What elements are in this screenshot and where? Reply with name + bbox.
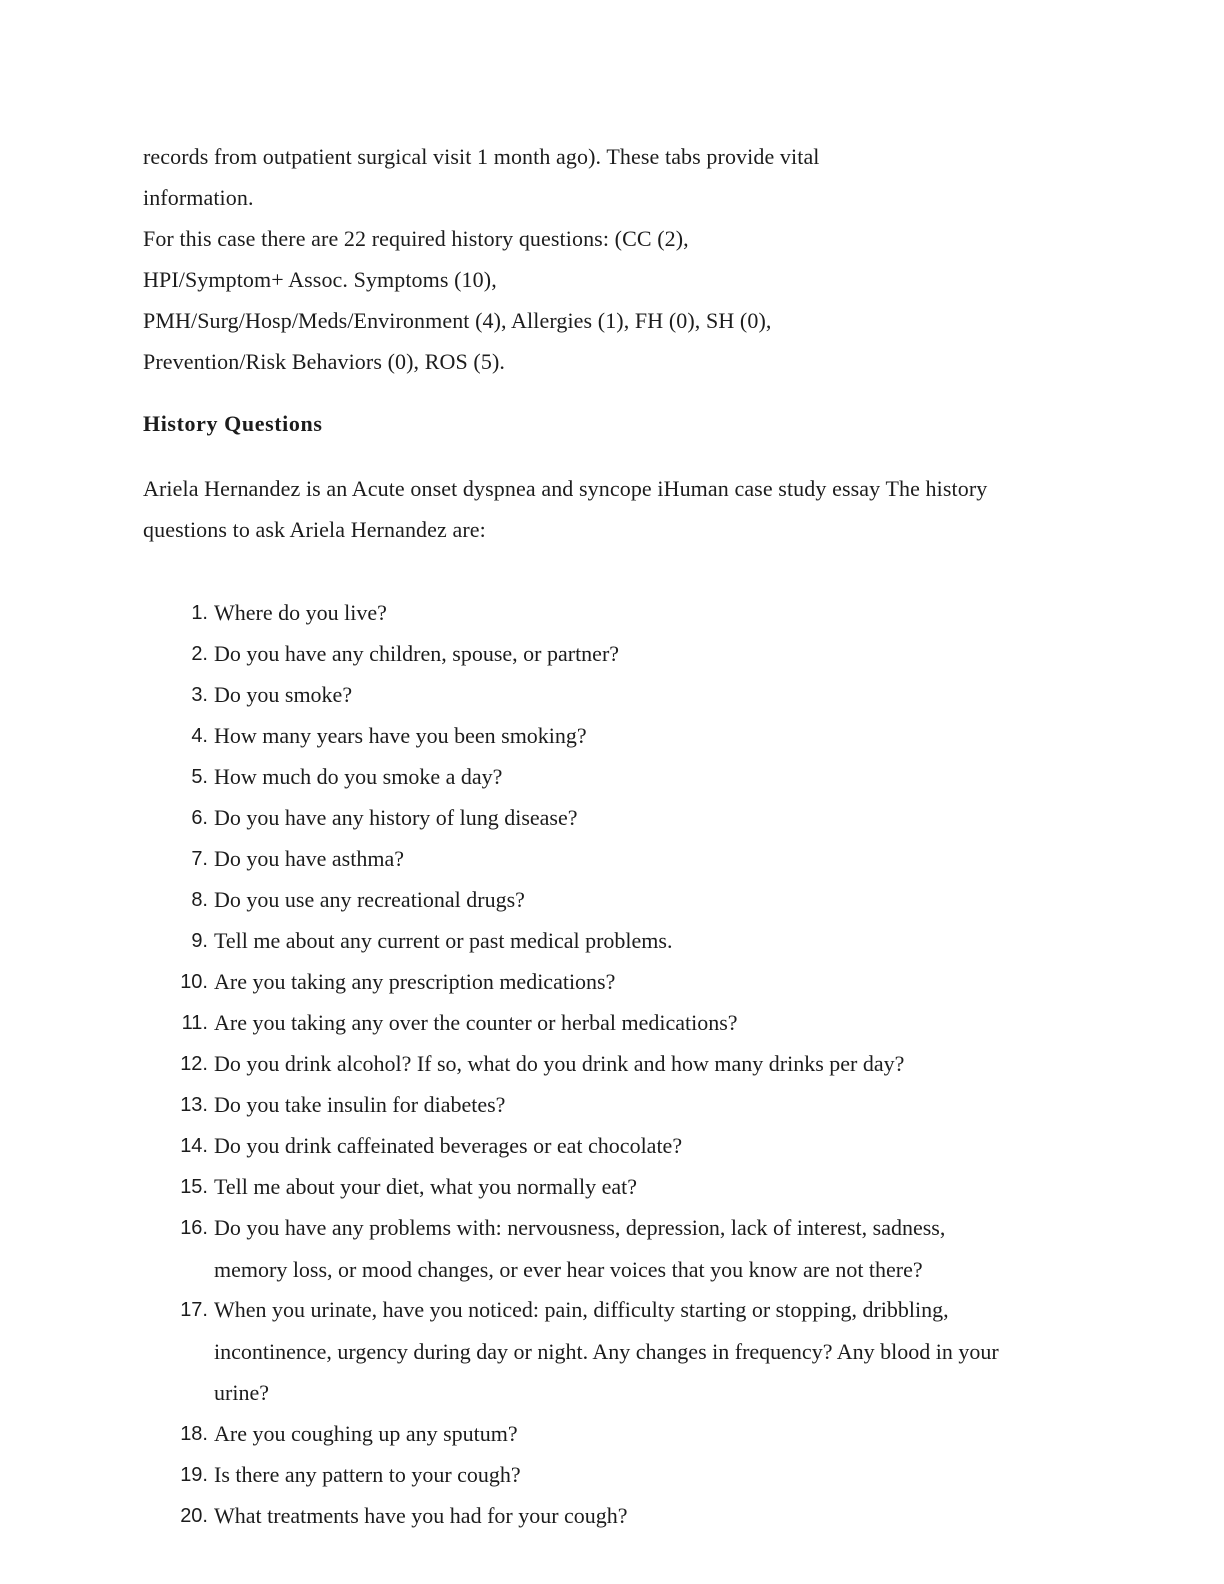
intro-line-1: records from outpatient surgical visit 1 month ago). These tabs provide vital [143,144,820,169]
intro-line-5: PMH/Surg/Hosp/Meds/Environment (4), Allergies (1), FH (0), SH (0), [143,308,772,333]
list-item-text: Are you coughing up any sputum? [214,1421,518,1446]
list-item-number: 7. [191,848,208,870]
list-item-text-line-3: urine? [214,1380,269,1405]
intro-line-2: information. [143,185,254,210]
list-item-number: 1. [191,602,208,624]
list-item-text: Do you have any children, spouse, or partner? [214,641,620,666]
list-item-number: 6. [191,807,208,829]
list-item-number: 20. [180,1505,208,1527]
list-item-text: What treatments have you had for your cough? [214,1503,628,1528]
list-item-number: 2. [191,643,208,665]
intro-line-6: Prevention/Risk Behaviors (0), ROS (5). [143,349,505,374]
list-item-text: Do you have any history of lung disease? [214,805,578,830]
list-item-number: 8. [191,889,208,911]
intro-line-3: For this case there are 22 required history questions: (CC (2), [143,226,689,251]
list-item-text: Do you take insulin for diabetes? [214,1092,506,1117]
intro-line-4: HPI/Symptom+ Assoc. Symptoms (10), [143,267,497,292]
list-item-text-line-1: When you urinate, have you noticed: pain, difficulty starting or stopping, dribbling, [214,1297,949,1322]
list-item-number: 3. [191,684,208,706]
list-item-number: 13. [180,1094,208,1116]
description-line-2: questions to ask Ariela Hernandez are: [143,517,486,542]
list-item-number: 15. [180,1176,208,1198]
list-item-text-line-2: memory loss, or mood changes, or ever hear voices that you know are not there? [214,1257,923,1282]
list-item-text: Tell me about your diet, what you normally eat? [214,1174,638,1199]
list-item-number: 16. [180,1217,208,1239]
list-item-number: 14. [180,1135,208,1157]
list-item-number: 4. [191,725,208,747]
list-item-number: 18. [180,1423,208,1445]
list-item-number: 17. [180,1299,208,1321]
list-item-number: 9. [191,930,208,952]
list-item-text: Where do you live? [214,600,387,625]
list-item-text: Tell me about any current or past medical problems. [214,928,673,953]
list-item-text-line-1: Do you have any problems with: nervousness, depression, lack of interest, sadness, [214,1215,946,1240]
list-item-text: Are you taking any over the counter or herbal medications? [214,1010,738,1035]
list-item-number: 10. [180,971,208,993]
list-item-text: Do you use any recreational drugs? [214,887,525,912]
list-item-number: 5. [191,766,208,788]
list-item-text: Do you have asthma? [214,846,404,871]
list-item-text: Do you smoke? [214,682,353,707]
list-item-number: 19. [180,1464,208,1486]
list-item-number: 12. [180,1053,208,1075]
list-item-text: How much do you smoke a day? [214,764,503,789]
list-item-text: Are you taking any prescription medications? [214,969,616,994]
list-item-text: How many years have you been smoking? [214,723,587,748]
section-heading: History Questions [143,411,323,436]
list-item-text: Is there any pattern to your cough? [214,1462,521,1487]
description-line-1: Ariela Hernandez is an Acute onset dyspnea and syncope iHuman case study essay The history [143,476,988,501]
list-item-text-line-2: incontinence, urgency during day or night. Any changes in frequency? Any blood in your [214,1339,999,1364]
list-item-text: Do you drink caffeinated beverages or eat chocolate? [214,1133,683,1158]
list-item-number: 11. [181,1012,208,1034]
list-item-text: Do you drink alcohol? If so, what do you drink and how many drinks per day? [214,1051,905,1076]
